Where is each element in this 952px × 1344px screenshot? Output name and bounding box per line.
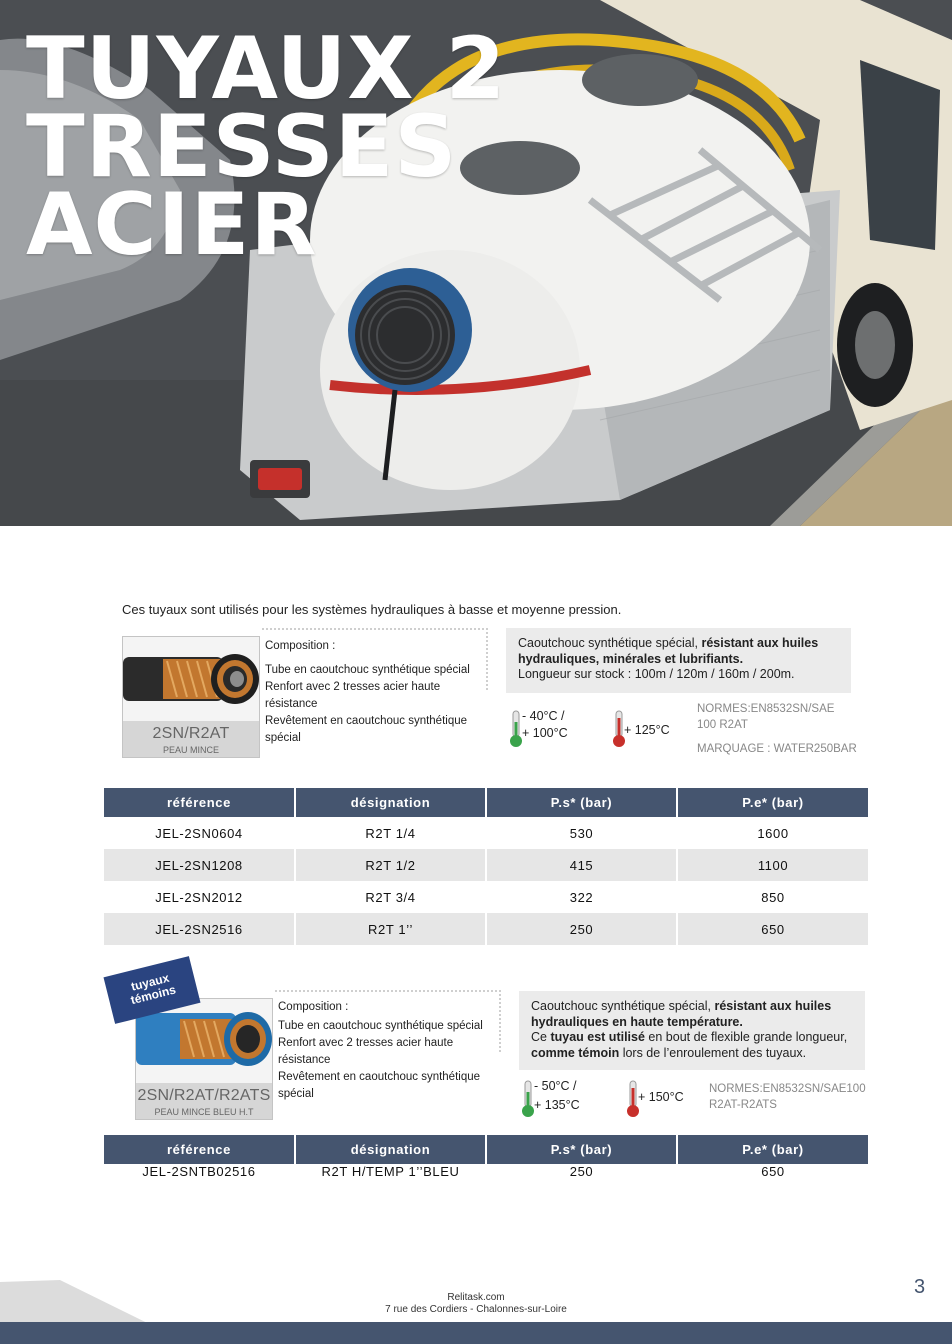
footer-address: 7 rue des Cordiers - Chalonnes-sur-Loire — [385, 1304, 567, 1315]
hero-photo — [0, 0, 952, 526]
table-row: JEL-2SN0604 R2T 1/4 530 1600 — [104, 817, 868, 849]
description-box: Caoutchouc synthétique spécial, résistant aux huiles hydrauliques en haute température. Ce tuyau est utilisé en bout de flexible grande longueur, comme témoin lors de l’enroulement des tuyaux. — [519, 991, 865, 1070]
intro-text: Ces tuyaux sont utilisés pour les systèmes hydrauliques à basse et moyenne pression. — [122, 602, 622, 617]
product-table-2 — [104, 1135, 868, 1184]
page-title: TUYAUX 2 TRESSES ACIER — [26, 19, 507, 275]
table-header-row — [104, 788, 868, 817]
col-reference: référence — [104, 1135, 295, 1164]
composition-item: Revêtement en caoutchouc synthétique spécial — [278, 1071, 481, 1100]
col-designation: désignation — [295, 1135, 486, 1164]
col-reference: référence — [104, 788, 295, 817]
table-header-row — [104, 1135, 868, 1164]
col-ps: P.s* (bar) — [486, 1135, 677, 1164]
product-image-2sn-r2ats — [135, 998, 273, 1120]
composition-item: Tube en caoutchouc synthétique spécial — [278, 1020, 483, 1032]
marking-text: MARQUAGE : WATER250BAR — [697, 743, 857, 755]
composition-list — [278, 999, 496, 1103]
footer-site: Relitask.com — [447, 1292, 505, 1303]
footer-bar — [0, 1322, 952, 1344]
col-pe: P.e* (bar) — [677, 1135, 868, 1164]
temperature-range: - 40°C / + 100°C — [522, 709, 568, 740]
max-temperature: + 150°C — [638, 1090, 684, 1104]
table-row: JEL-2SNTB02516 R2T H/TEMP 1’’BLEU 250 650 — [104, 1164, 868, 1184]
composition-title: Composition : — [265, 640, 336, 652]
stock-lengths: Longueur sur stock : 100m / 120m / 160m / 200m. — [518, 667, 795, 681]
thermometer-low-icon — [509, 710, 523, 748]
model-name: 2SN/R2AT — [152, 725, 230, 742]
composition-item: Renfort avec 2 tresses acier haute résistance — [265, 681, 441, 710]
norms-text: NORMES:EN8532SN/SAE100 R2AT-R2ATS — [709, 1083, 866, 1111]
norms-text: NORMES:EN8532SN/SAE 100 R2AT — [697, 703, 835, 731]
composition-list — [265, 638, 483, 747]
col-designation: désignation — [295, 788, 486, 817]
thermometer-low-icon — [521, 1080, 535, 1118]
model-subtitle: PEAU MINCE BLEU H.T — [154, 1107, 254, 1117]
composition-item: Revêtement en caoutchouc synthétique spécial — [265, 715, 468, 744]
description-box: Caoutchouc synthétique spécial, résistant aux huiles hydrauliques, minérales et lubrifiants. Longueur sur stock : 100m / 120m / 160m / 200m. — [506, 628, 851, 693]
temoin-badge: tuyaux témoins — [104, 956, 201, 1024]
composition-item: Tube en caoutchouc synthétique spécial — [265, 664, 470, 676]
composition-title: Composition : — [278, 1001, 349, 1013]
col-ps: P.s* (bar) — [486, 788, 677, 817]
product-table-1 — [104, 788, 868, 945]
product-image-2sn — [122, 636, 260, 758]
page-number: 3 — [914, 1276, 926, 1298]
max-temperature: + 125°C — [624, 723, 670, 737]
temperature-range: - 50°C / + 135°C — [534, 1079, 580, 1112]
table-row: JEL-2SN2516 R2T 1’’ 250 650 — [104, 913, 868, 945]
model-name: 2SN/R2AT/R2ATS — [137, 1087, 271, 1104]
hose-cross-section-icon — [123, 637, 260, 721]
col-pe: P.e* (bar) — [677, 788, 868, 817]
composition-item: Renfort avec 2 tresses acier haute résistance — [278, 1037, 454, 1066]
table-row: JEL-2SN1208 R2T 1/2 415 1100 — [104, 849, 868, 881]
model-subtitle: PEAU MINCE — [162, 745, 219, 755]
table-row: JEL-2SN2012 R2T 3/4 322 850 — [104, 881, 868, 913]
